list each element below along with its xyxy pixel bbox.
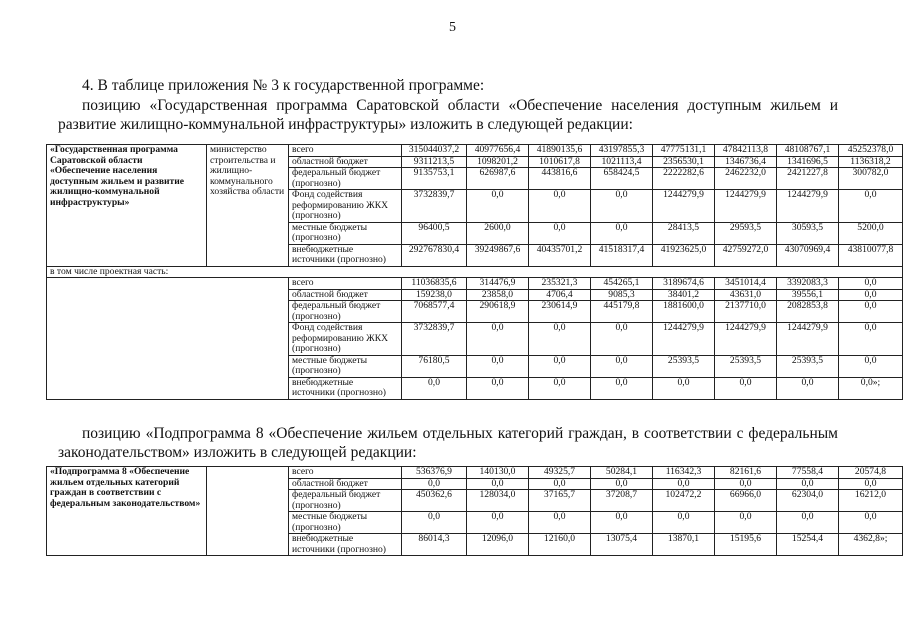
table-row (47, 278, 903, 290)
funding-value: 2356530,1 (653, 156, 715, 168)
funding-value: 0,0 (777, 478, 839, 490)
funding-value: 0,0 (653, 377, 715, 399)
funding-source: внебюджетные источники (прогнозно) (289, 534, 402, 556)
funding-value: 0,0 (591, 512, 653, 534)
funding-value: 445179,8 (591, 301, 653, 323)
funding-value: 16212,0 (839, 490, 903, 512)
funding-value: 15254,4 (777, 534, 839, 556)
funding-value: 0,0»; (839, 377, 903, 399)
funding-value: 9085,3 (591, 289, 653, 301)
funding-value: 1244279,9 (777, 190, 839, 223)
funding-value: 12096,0 (467, 534, 529, 556)
funding-value: 50284,1 (591, 467, 653, 479)
funding-value: 49325,7 (529, 467, 591, 479)
funding-value: 626987,6 (467, 168, 529, 190)
funding-value: 0,0 (467, 190, 529, 223)
funding-value: 0,0 (402, 512, 467, 534)
funding-source: федеральный бюджет (прогнозно) (289, 490, 402, 512)
funding-value: 1021113,4 (591, 156, 653, 168)
funding-value: 82161,6 (715, 467, 777, 479)
subprogram-name: «Подпрограмма 8 «Обеспечение жильем отдельных категорий граждан в соответствии с федеральным законодательством» (47, 467, 207, 556)
funding-value: 0,0 (529, 512, 591, 534)
funding-value: 25393,5 (777, 355, 839, 377)
funding-value: 0,0 (467, 355, 529, 377)
funding-value: 290618,9 (467, 301, 529, 323)
funding-value: 235321,3 (529, 278, 591, 290)
funding-value: 25393,5 (653, 355, 715, 377)
funding-value: 30593,5 (777, 222, 839, 244)
funding-value: 0,0 (839, 301, 903, 323)
table-row (47, 145, 903, 157)
funding-value: 66966,0 (715, 490, 777, 512)
funding-value: 4706,4 (529, 289, 591, 301)
funding-value: 0,0 (402, 478, 467, 490)
funding-value: 43070969,4 (777, 244, 839, 266)
table-row (47, 467, 903, 479)
funding-value: 2082853,8 (777, 301, 839, 323)
funding-value: 25393,5 (715, 355, 777, 377)
funding-value: 454265,1 (591, 278, 653, 290)
funding-value: 0,0 (653, 478, 715, 490)
funding-source: Фонд содействия реформированию ЖКХ (прогнозно) (289, 190, 402, 223)
funding-value: 0,0 (715, 478, 777, 490)
funding-value: 0,0 (653, 512, 715, 534)
program-name: «Государственная программа Саратовской области «Обеспечение населения доступным жильем и развитие жилищно-коммунальной инфраструктуры» (47, 145, 207, 267)
funding-value: 45252378,0 (839, 145, 903, 157)
project-part-row (47, 266, 903, 278)
funding-value: 2600,0 (467, 222, 529, 244)
funding-value: 0,0 (839, 478, 903, 490)
paragraph-item-4: 4. В таблице приложения № 3 к государственной программе: (82, 77, 485, 94)
funding-source: внебюджетные источники (прогнозно) (289, 377, 402, 399)
executor: министерство строительства и жилищно-коммунального хозяйства области (207, 145, 289, 267)
funding-value: 4362,8»; (839, 534, 903, 556)
funding-value: 3392083,3 (777, 278, 839, 290)
funding-value: 0,0 (402, 377, 467, 399)
funding-value: 0,0 (529, 323, 591, 356)
funding-value: 77558,4 (777, 467, 839, 479)
funding-value: 0,0 (591, 355, 653, 377)
funding-value: 13075,4 (591, 534, 653, 556)
program-table (46, 144, 903, 400)
funding-value: 20574,8 (839, 467, 903, 479)
funding-value: 0,0 (839, 323, 903, 356)
funding-value: 1244279,9 (777, 323, 839, 356)
funding-value: 536376,9 (402, 467, 467, 479)
funding-value: 86014,3 (402, 534, 467, 556)
funding-source: всего (289, 278, 402, 290)
funding-value: 11036835,6 (402, 278, 467, 290)
funding-value: 43197855,3 (591, 145, 653, 157)
funding-value: 0,0 (839, 512, 903, 534)
funding-value: 38401,2 (653, 289, 715, 301)
funding-value: 9135753,1 (402, 168, 467, 190)
funding-value: 0,0 (839, 278, 903, 290)
funding-value: 0,0 (839, 289, 903, 301)
funding-value: 3732839,7 (402, 323, 467, 356)
funding-value: 13870,1 (653, 534, 715, 556)
paragraph-position-2 (58, 424, 838, 462)
funding-value: 140130,0 (467, 467, 529, 479)
executor (207, 467, 289, 556)
funding-value: 37208,7 (591, 490, 653, 512)
paragraph-position-2-text: позицию «Подпрограмма 8 «Обеспечение жильем отдельных категорий граждан, в соответствии с федеральным законодательством» изложить в следующей редакции: (58, 425, 838, 461)
funding-value: 62304,0 (777, 490, 839, 512)
funding-source: внебюджетные источники (прогнозно) (289, 244, 402, 266)
funding-source: местные бюджеты (прогнозно) (289, 512, 402, 534)
funding-value: 159238,0 (402, 289, 467, 301)
funding-value: 314476,9 (467, 278, 529, 290)
funding-value: 0,0 (529, 222, 591, 244)
funding-value: 0,0 (529, 355, 591, 377)
funding-value: 0,0 (467, 512, 529, 534)
funding-source: областной бюджет (289, 289, 402, 301)
funding-value: 443816,6 (529, 168, 591, 190)
funding-value: 0,0 (591, 222, 653, 244)
funding-value: 102472,2 (653, 490, 715, 512)
funding-value: 450362,6 (402, 490, 467, 512)
funding-value: 43631,0 (715, 289, 777, 301)
funding-value: 658424,5 (591, 168, 653, 190)
subprogram-table (46, 466, 903, 556)
funding-value: 0,0 (839, 190, 903, 223)
funding-value: 96400,5 (402, 222, 467, 244)
funding-value: 28413,5 (653, 222, 715, 244)
funding-value: 128034,0 (467, 490, 529, 512)
funding-value: 0,0 (777, 377, 839, 399)
funding-source: Фонд содействия реформированию ЖКХ (прогнозно) (289, 323, 402, 356)
funding-value: 41890135,6 (529, 145, 591, 157)
funding-value: 48108767,1 (777, 145, 839, 157)
funding-value: 0,0 (591, 377, 653, 399)
funding-value: 23858,0 (467, 289, 529, 301)
project-part-label: в том числе проектная часть: (47, 266, 903, 278)
funding-value: 76180,5 (402, 355, 467, 377)
funding-value: 292767830,4 (402, 244, 467, 266)
funding-source: всего (289, 467, 402, 479)
funding-value: 1346736,4 (715, 156, 777, 168)
funding-value: 0,0 (467, 478, 529, 490)
funding-value: 300782,0 (839, 168, 903, 190)
funding-value: 0,0 (715, 512, 777, 534)
funding-value: 0,0 (591, 478, 653, 490)
funding-value: 0,0 (529, 377, 591, 399)
funding-source: местные бюджеты (прогнозно) (289, 355, 402, 377)
funding-value: 47775131,1 (653, 145, 715, 157)
page-number: 5 (449, 20, 456, 35)
funding-value: 2421227,8 (777, 168, 839, 190)
funding-value: 1244279,9 (653, 190, 715, 223)
funding-value: 9311213,5 (402, 156, 467, 168)
funding-value: 0,0 (777, 512, 839, 534)
funding-value: 47842113,8 (715, 145, 777, 157)
funding-value: 1341696,5 (777, 156, 839, 168)
funding-source: всего (289, 145, 402, 157)
funding-value: 2137710,0 (715, 301, 777, 323)
funding-source: областной бюджет (289, 156, 402, 168)
funding-value: 3732839,7 (402, 190, 467, 223)
paragraph-position-1-text: позицию «Государственная программа Саратовской области «Обеспечение населения доступным жильем и развитие жилищно-коммунальной инфраструктуры» изложить в следующей редакции: (58, 97, 838, 133)
funding-source: федеральный бюджет (прогнозно) (289, 301, 402, 323)
funding-value: 1098201,2 (467, 156, 529, 168)
funding-value: 0,0 (591, 190, 653, 223)
funding-value: 116342,3 (653, 467, 715, 479)
funding-value: 2462232,0 (715, 168, 777, 190)
funding-value: 15195,6 (715, 534, 777, 556)
funding-value: 2222282,6 (653, 168, 715, 190)
funding-value: 1881600,0 (653, 301, 715, 323)
funding-value: 41518317,4 (591, 244, 653, 266)
funding-source: федеральный бюджет (прогнозно) (289, 168, 402, 190)
funding-value: 43810077,8 (839, 244, 903, 266)
funding-value: 3189674,6 (653, 278, 715, 290)
funding-value: 1136318,2 (839, 156, 903, 168)
funding-value: 39556,1 (777, 289, 839, 301)
funding-value: 0,0 (591, 323, 653, 356)
funding-value: 40977656,4 (467, 145, 529, 157)
funding-value: 0,0 (467, 323, 529, 356)
funding-value: 7068577,4 (402, 301, 467, 323)
funding-value: 0,0 (839, 355, 903, 377)
funding-value: 1244279,9 (653, 323, 715, 356)
funding-value: 315044037,2 (402, 145, 467, 157)
funding-value: 0,0 (529, 478, 591, 490)
funding-source: местные бюджеты (прогнозно) (289, 222, 402, 244)
funding-value: 0,0 (715, 377, 777, 399)
funding-value: 40435701,2 (529, 244, 591, 266)
funding-value: 42759272,0 (715, 244, 777, 266)
funding-value: 37165,7 (529, 490, 591, 512)
funding-value: 39249867,6 (467, 244, 529, 266)
paragraph-position-1 (58, 96, 838, 134)
funding-value: 3451014,4 (715, 278, 777, 290)
funding-value: 0,0 (467, 377, 529, 399)
funding-value: 12160,0 (529, 534, 591, 556)
funding-value: 1244279,9 (715, 323, 777, 356)
funding-value: 1010617,8 (529, 156, 591, 168)
funding-source: областной бюджет (289, 478, 402, 490)
funding-value: 0,0 (529, 190, 591, 223)
funding-value: 41923625,0 (653, 244, 715, 266)
empty-cell (47, 278, 289, 400)
funding-value: 230614,9 (529, 301, 591, 323)
funding-value: 1244279,9 (715, 190, 777, 223)
funding-value: 29593,5 (715, 222, 777, 244)
funding-value: 5200,0 (839, 222, 903, 244)
